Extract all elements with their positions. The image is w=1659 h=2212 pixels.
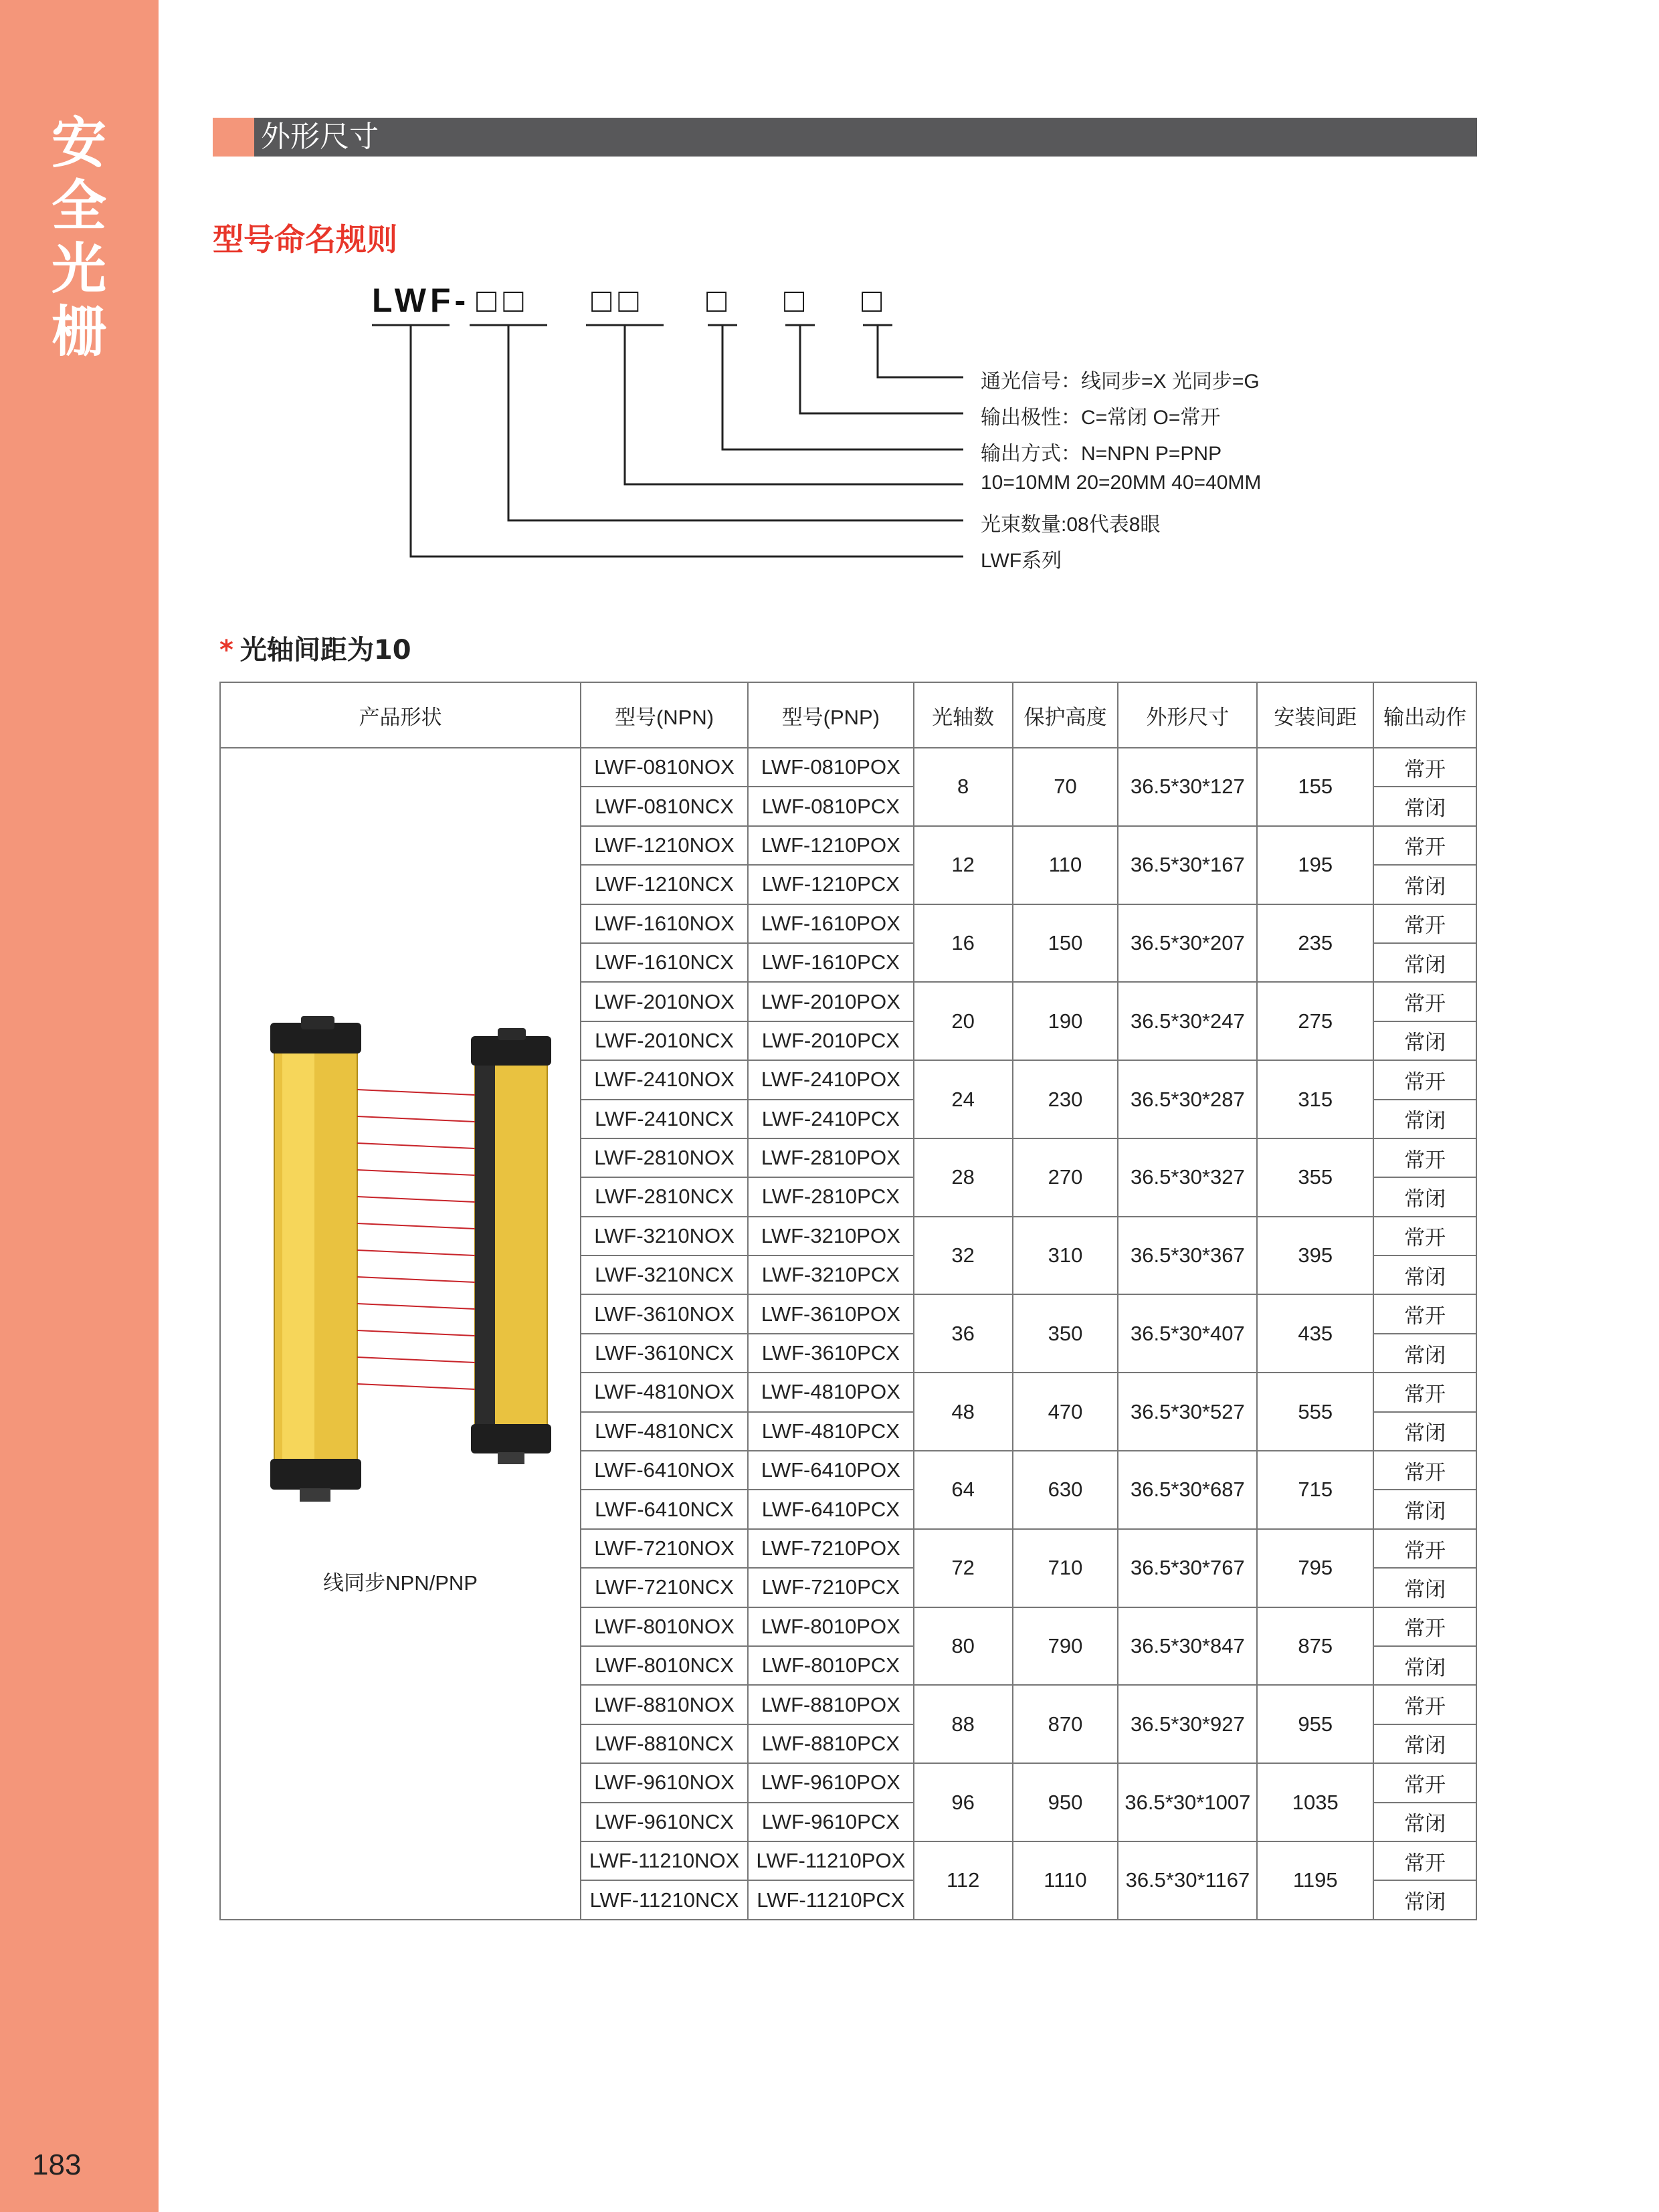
model-pnp-closed: LWF-2010PCX (748, 1021, 914, 1060)
header-protect-height: 保护高度 (1013, 682, 1118, 748)
model-npn-closed: LWF-4810NCX (581, 1412, 748, 1451)
output-normally-closed: 常闭 (1373, 1568, 1476, 1607)
output-normally-closed: 常闭 (1373, 1412, 1476, 1451)
model-pnp-open: LWF-11210POX (748, 1841, 914, 1880)
protect-height: 790 (1013, 1607, 1118, 1686)
axis-count: 24 (914, 1060, 1013, 1138)
output-normally-open: 常开 (1373, 1294, 1476, 1333)
axis-count: 20 (914, 982, 1013, 1060)
output-normally-open: 常开 (1373, 1685, 1476, 1724)
model-pnp-open: LWF-3610POX (748, 1294, 914, 1333)
model-pnp-open: LWF-2810POX (748, 1138, 914, 1177)
mount-spacing: 1035 (1257, 1763, 1373, 1841)
leader-beam-count (508, 325, 963, 520)
model-npn-closed: LWF-1610NCX (581, 943, 748, 982)
code-box-polarity: □ (784, 282, 811, 319)
protect-height: 870 (1013, 1685, 1118, 1763)
output-normally-open: 常开 (1373, 1841, 1476, 1880)
mount-spacing: 555 (1257, 1373, 1373, 1451)
axis-count: 8 (914, 748, 1013, 826)
axis-count: 88 (914, 1685, 1013, 1763)
header-mount-spacing: 安装间距 (1257, 682, 1373, 748)
legend-signal: 通光信号：线同步=X 光同步=G (981, 371, 1260, 393)
axis-count: 32 (914, 1217, 1013, 1295)
output-normally-open: 常开 (1373, 1138, 1476, 1177)
model-pnp-open: LWF-0810POX (748, 748, 914, 787)
protect-height: 270 (1013, 1138, 1118, 1217)
naming-leader-lines (0, 0, 1659, 602)
mount-spacing: 875 (1257, 1607, 1373, 1686)
output-normally-open: 常开 (1373, 1529, 1476, 1568)
axis-count: 80 (914, 1607, 1013, 1686)
model-npn-closed: LWF-3210NCX (581, 1255, 748, 1294)
leader-polarity (800, 325, 963, 413)
model-pnp-open: LWF-2010POX (748, 982, 914, 1021)
output-normally-open: 常开 (1373, 826, 1476, 865)
model-pnp-closed: LWF-9610PCX (748, 1803, 914, 1841)
model-npn-closed: LWF-8010NCX (581, 1646, 748, 1685)
output-normally-open: 常开 (1373, 1763, 1476, 1802)
model-pnp-open: LWF-1610POX (748, 904, 914, 943)
axis-count: 12 (914, 826, 1013, 904)
dimensions: 36.5*30*367 (1118, 1217, 1257, 1295)
code-group-beam-count: □□ (476, 282, 530, 319)
protect-height: 150 (1013, 904, 1118, 983)
dimensions: 36.5*30*527 (1118, 1373, 1257, 1451)
model-npn-closed: LWF-9610NCX (581, 1803, 748, 1841)
model-pnp-closed: LWF-1610PCX (748, 943, 914, 982)
mount-spacing: 955 (1257, 1685, 1373, 1763)
protect-height: 1110 (1013, 1841, 1118, 1920)
protect-height: 190 (1013, 982, 1118, 1060)
output-normally-closed: 常闭 (1373, 1177, 1476, 1216)
axis-count: 72 (914, 1529, 1013, 1607)
output-normally-closed: 常闭 (1373, 1490, 1476, 1528)
product-image-cell (220, 748, 581, 1920)
model-npn-open: LWF-3210NOX (581, 1217, 748, 1255)
model-npn-closed: LWF-6410NCX (581, 1490, 748, 1528)
protect-height: 470 (1013, 1373, 1118, 1451)
leader-spacing (625, 325, 963, 484)
protect-height: 230 (1013, 1060, 1118, 1138)
model-pnp-closed: LWF-3610PCX (748, 1334, 914, 1373)
dimensions: 36.5*30*287 (1118, 1060, 1257, 1138)
output-normally-closed: 常闭 (1373, 1880, 1476, 1919)
axis-count: 36 (914, 1294, 1013, 1373)
model-npn-open: LWF-0810NOX (581, 748, 748, 787)
dimensions: 36.5*30*247 (1118, 982, 1257, 1060)
code-prefix: LWF- (372, 282, 470, 319)
model-pnp-closed: LWF-3210PCX (748, 1255, 914, 1294)
output-normally-open: 常开 (1373, 1451, 1476, 1490)
model-npn-open: LWF-6410NOX (581, 1451, 748, 1490)
output-normally-open: 常开 (1373, 748, 1476, 787)
leader-series (411, 325, 963, 557)
output-normally-closed: 常闭 (1373, 1100, 1476, 1138)
output-normally-closed: 常闭 (1373, 1334, 1476, 1373)
protect-height: 70 (1013, 748, 1118, 826)
model-npn-closed: LWF-2010NCX (581, 1021, 748, 1060)
output-normally-closed: 常闭 (1373, 1646, 1476, 1685)
legend-spacing: 10=10MM 20=20MM 40=40MM (981, 472, 1262, 494)
mount-spacing: 235 (1257, 904, 1373, 983)
model-npn-open: LWF-11210NOX (581, 1841, 748, 1880)
model-npn-open: LWF-7210NOX (581, 1529, 748, 1568)
model-pnp-closed: LWF-7210PCX (748, 1568, 914, 1607)
model-npn-open: LWF-8010NOX (581, 1607, 748, 1646)
table-header-row (220, 682, 1476, 748)
page-number: 183 (32, 2148, 82, 2181)
mount-spacing: 435 (1257, 1294, 1373, 1373)
model-npn-closed: LWF-2810NCX (581, 1177, 748, 1216)
dimensions: 36.5*30*327 (1118, 1138, 1257, 1217)
output-normally-open: 常开 (1373, 1217, 1476, 1255)
model-npn-closed: LWF-8810NCX (581, 1724, 748, 1763)
mount-spacing: 395 (1257, 1217, 1373, 1295)
mount-spacing: 1195 (1257, 1841, 1373, 1920)
code-box-signal: □ (862, 282, 889, 319)
leader-signal (878, 325, 963, 377)
dimensions: 36.5*30*1167 (1118, 1841, 1257, 1920)
header-output-action: 输出动作 (1373, 682, 1476, 748)
model-npn-open: LWF-2810NOX (581, 1138, 748, 1177)
model-pnp-open: LWF-7210POX (748, 1529, 914, 1568)
sidebar-title: 安全光栅 (51, 112, 106, 364)
axis-count: 96 (914, 1763, 1013, 1841)
model-pnp-closed: LWF-4810PCX (748, 1412, 914, 1451)
output-normally-closed: 常闭 (1373, 943, 1476, 982)
model-pnp-closed: LWF-11210PCX (748, 1880, 914, 1919)
output-normally-closed: 常闭 (1373, 865, 1476, 904)
header-axes: 光轴数 (914, 682, 1013, 748)
model-pnp-open: LWF-8810POX (748, 1685, 914, 1724)
axis-count: 16 (914, 904, 1013, 983)
dimensions: 36.5*30*167 (1118, 826, 1257, 904)
model-pnp-open: LWF-8010POX (748, 1607, 914, 1646)
axis-count: 64 (914, 1451, 1013, 1529)
output-normally-open: 常开 (1373, 904, 1476, 943)
protect-height: 710 (1013, 1529, 1118, 1607)
mount-spacing: 795 (1257, 1529, 1373, 1607)
model-npn-closed: LWF-3610NCX (581, 1334, 748, 1373)
model-pnp-closed: LWF-2810PCX (748, 1177, 914, 1216)
header-shape: 产品形状 (220, 682, 581, 748)
model-pnp-closed: LWF-0810PCX (748, 787, 914, 825)
output-normally-closed: 常闭 (1373, 787, 1476, 825)
model-npn-closed: LWF-0810NCX (581, 787, 748, 825)
header-dimensions: 外形尺寸 (1118, 682, 1257, 748)
model-npn-open: LWF-1610NOX (581, 904, 748, 943)
table-title-star: * (219, 635, 233, 666)
table-title-text: 光轴间距为10 (239, 635, 411, 666)
output-normally-open: 常开 (1373, 982, 1476, 1021)
model-npn-open: LWF-3610NOX (581, 1294, 748, 1333)
protect-height: 950 (1013, 1763, 1118, 1841)
legend-beam-count: 光束数量:08代表8眼 (981, 514, 1161, 536)
leader-output-mode (722, 325, 963, 449)
mount-spacing: 275 (1257, 982, 1373, 1060)
output-normally-closed: 常闭 (1373, 1803, 1476, 1841)
dimensions: 36.5*30*127 (1118, 748, 1257, 826)
dimensions: 36.5*30*767 (1118, 1529, 1257, 1607)
model-npn-closed: LWF-1210NCX (581, 865, 748, 904)
model-npn-closed: LWF-2410NCX (581, 1100, 748, 1138)
output-normally-open: 常开 (1373, 1607, 1476, 1646)
model-pnp-closed: LWF-8810PCX (748, 1724, 914, 1763)
dimensions: 36.5*30*687 (1118, 1451, 1257, 1529)
model-pnp-closed: LWF-8010PCX (748, 1646, 914, 1685)
model-npn-open: LWF-8810NOX (581, 1685, 748, 1724)
model-npn-open: LWF-4810NOX (581, 1373, 748, 1411)
model-pnp-open: LWF-2410POX (748, 1060, 914, 1099)
model-npn-open: LWF-2010NOX (581, 982, 748, 1021)
legend-polarity: 输出极性：C=常闭 O=常开 (981, 407, 1221, 429)
axis-count: 48 (914, 1373, 1013, 1451)
model-pnp-open: LWF-4810POX (748, 1373, 914, 1411)
axis-count: 112 (914, 1841, 1013, 1920)
product-caption: 线同步NPN/PNP (323, 1571, 478, 1595)
model-npn-closed: LWF-7210NCX (581, 1568, 748, 1607)
section-title: 外形尺寸 (261, 120, 379, 154)
model-pnp-open: LWF-3210POX (748, 1217, 914, 1255)
dimensions: 36.5*30*847 (1118, 1607, 1257, 1686)
table-body (220, 748, 1476, 1920)
output-normally-closed: 常闭 (1373, 1255, 1476, 1294)
code-box-output-mode: □ (706, 282, 734, 319)
naming-rule-title: 型号命名规则 (213, 221, 397, 258)
light-curtain-image (248, 1016, 569, 1524)
model-npn-open: LWF-1210NOX (581, 826, 748, 865)
output-normally-open: 常开 (1373, 1373, 1476, 1411)
header-model-pnp: 型号(PNP) (748, 682, 914, 748)
model-pnp-closed: LWF-6410PCX (748, 1490, 914, 1528)
dimensions: 36.5*30*1007 (1118, 1763, 1257, 1841)
table-title (219, 629, 411, 667)
protect-height: 630 (1013, 1451, 1118, 1529)
model-npn-closed: LWF-11210NCX (581, 1880, 748, 1919)
dimensions: 36.5*30*927 (1118, 1685, 1257, 1763)
header-model-npn: 型号(NPN) (581, 682, 748, 748)
table-row (220, 748, 1476, 787)
mount-spacing: 315 (1257, 1060, 1373, 1138)
model-pnp-closed: LWF-2410PCX (748, 1100, 914, 1138)
mount-spacing: 155 (1257, 748, 1373, 826)
dimensions: 36.5*30*407 (1118, 1294, 1257, 1373)
mount-spacing: 195 (1257, 826, 1373, 904)
mount-spacing: 355 (1257, 1138, 1373, 1217)
dimensions: 36.5*30*207 (1118, 904, 1257, 983)
axis-count: 28 (914, 1138, 1013, 1217)
output-normally-open: 常开 (1373, 1060, 1476, 1099)
model-npn-open: LWF-9610NOX (581, 1763, 748, 1802)
legend-output-mode: 输出方式：N=NPN P=PNP (981, 443, 1222, 465)
protect-height: 310 (1013, 1217, 1118, 1295)
mount-spacing: 715 (1257, 1451, 1373, 1529)
model-pnp-open: LWF-9610POX (748, 1763, 914, 1802)
model-pnp-open: LWF-1210POX (748, 826, 914, 865)
model-pnp-closed: LWF-1210PCX (748, 865, 914, 904)
spec-table (219, 682, 1477, 1920)
protect-height: 350 (1013, 1294, 1118, 1373)
model-pnp-open: LWF-6410POX (748, 1451, 914, 1490)
model-npn-open: LWF-2410NOX (581, 1060, 748, 1099)
protect-height: 110 (1013, 826, 1118, 904)
legend-series: LWF系列 (981, 550, 1062, 572)
output-normally-closed: 常闭 (1373, 1021, 1476, 1060)
code-group-spacing: □□ (591, 282, 646, 319)
output-normally-closed: 常闭 (1373, 1724, 1476, 1763)
